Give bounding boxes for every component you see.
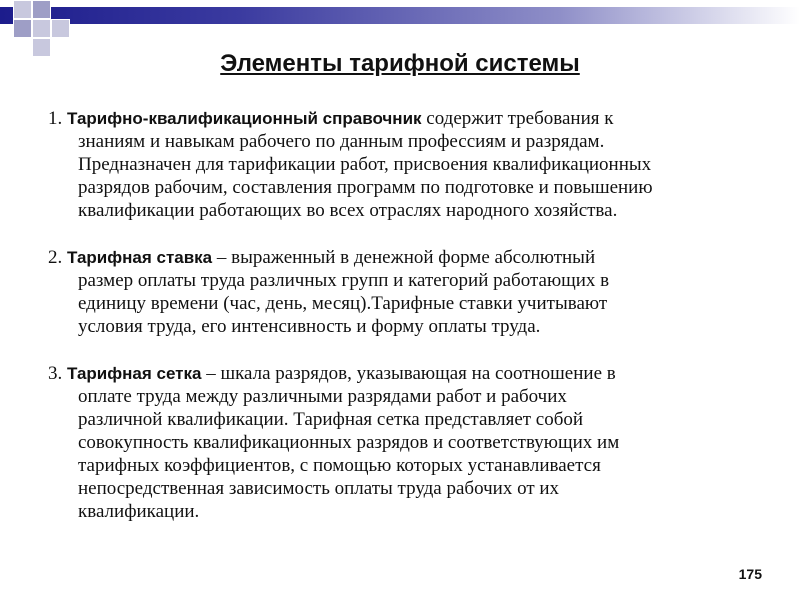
decor-square [51,19,70,38]
item-first-line [48,362,751,385]
list-item [48,246,751,338]
slide-title: Элементы тарифной системы [220,50,580,77]
item-line: различной квалификации. Тарифная сетка представляет собой [78,409,584,430]
item-line: квалификации работающих во всех отраслях народного хозяйства. [78,200,618,221]
item-first-line [48,107,751,130]
item-line: разрядов рабочим, составления программ по подготовке и повышению [78,177,653,198]
page-number: 175 [738,566,762,582]
item-number: 3. [48,363,63,384]
decor-square [32,0,51,19]
item-term: Тарифно-квалификационный справочник [67,109,422,128]
item-line: условия труда, его интенсивность и форму оплаты труда. [78,316,541,337]
item-line: тарифных коэффициентов, с помощью которых устанавливается [78,455,601,476]
item-text: содержит требования к [426,108,614,129]
item-line: размер оплаты труда различных групп и категорий работающих в [78,270,610,291]
header-band [0,7,800,24]
item-line: оплате труда между различными разрядами работ и рабочих [78,386,567,407]
item-line: совокупность квалификационных разрядов и соответствующих им [78,432,620,453]
item-term: Тарифная сетка [67,364,202,383]
item-number: 2. [48,247,63,268]
list-item [48,107,751,222]
item-term: Тарифная ставка [67,248,213,267]
list-item [48,362,751,523]
item-text: – выраженный в денежной форме абсолютный [216,247,596,268]
decor-square [32,19,51,38]
item-line: единицу времени (час, день, месяц).Тарифные ставки учитывают [78,293,608,314]
item-text: – шкала разрядов, указывающая на соотношение в [206,363,616,384]
item-line: знаниям и навыкам рабочего по данным профессиям и разрядам. [78,131,605,152]
item-first-line [48,246,751,269]
decor-square [13,19,32,38]
decor-square [13,0,32,19]
item-line: непосредственная зависимость оплаты труда рабочих от их [78,478,560,499]
item-line: Предназначен для тарификации работ, присвоения квалификационных [78,154,652,175]
item-number: 1. [48,108,63,129]
item-line: квалификации. [78,501,200,522]
